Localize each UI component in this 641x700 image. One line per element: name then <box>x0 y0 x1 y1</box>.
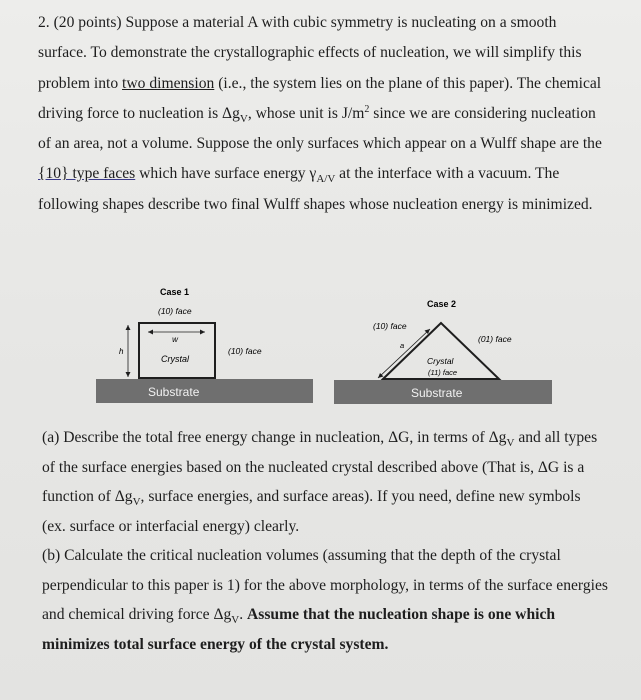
problem-number: 2. <box>38 14 50 31</box>
problem-text-2: (i.e., the system lies on the plane of this paper). The chemical driving force to nucleation is Δg <box>38 74 602 122</box>
problem-text-6: at the interface with a vacuum. The following shapes describe two final Wulff shapes whose nucleation energy is minimized. <box>38 165 593 213</box>
part-a <box>42 423 608 541</box>
case1-height-label: h <box>119 347 124 356</box>
part-b-label: (b) <box>42 547 61 564</box>
case2-diagram <box>334 299 552 404</box>
subscript-v: V <box>239 113 248 125</box>
part-a-label: (a) <box>42 429 60 446</box>
problem-text-4: since we are considering nucleation of an area, not a volume. Suppose the only surfaces which appear on a Wulff shape are the <box>38 104 602 153</box>
part-b <box>42 541 608 659</box>
part-b-text-1: Calculate the critical nucleation volumes (assuming that the depth of the crystal perpendicular to this paper is 1) for the above morphology, in terms of the surface energies and chemical driving force Δg <box>42 547 608 623</box>
case1-crystal-label: Crystal <box>161 354 190 364</box>
problem-text-5: which have surface energy γ <box>135 165 317 183</box>
part-b-text-2: . <box>239 606 248 623</box>
superscript-2: 2 <box>364 103 370 115</box>
questions <box>42 423 608 659</box>
problem-text-3: , whose unit is J/m <box>247 104 365 122</box>
case1-diagram <box>96 287 313 403</box>
problem-text-1: Suppose a material A with cubic symmetry is nucleating on a smooth surface. To demonstrate the crystallographic effects of nucleation, we will simplify this problem into <box>38 14 582 92</box>
case1-title: Case 1 <box>160 287 190 297</box>
case1-width-label: w <box>172 335 178 344</box>
case1-top-face-label: (10) face <box>158 306 192 316</box>
part-b-subscript-v: V <box>231 614 240 627</box>
underlined-face-type: {10} type faces <box>38 165 136 183</box>
case2-crystal-label: Crystal <box>427 356 454 366</box>
case1-substrate <box>96 379 313 403</box>
part-a-text-2: and all types of the surface energies based on the nucleated crystal described above (That is, ΔG is a function of Δg <box>42 429 598 505</box>
case2-title: Case 2 <box>427 299 457 309</box>
problem-points: (20 points) <box>53 14 122 31</box>
part-a-text-3: , surface energies, and surface areas). If you need, define new symbols (ex. surface or interfacial energy) clearly. <box>42 488 581 535</box>
case2-right-face-label: (01) face <box>478 334 512 344</box>
underlined-two-dimension: two dimension <box>122 74 215 92</box>
wulff-shapes-figure <box>0 278 641 418</box>
part-b-bold-text: Assume that the nucleation shape is one which minimizes total surface energy of the crystal system. <box>42 606 556 653</box>
case2-side-label: a <box>400 341 405 350</box>
case2-substrate-label: Substrate <box>411 386 463 400</box>
case2-left-face-label: (10) face <box>373 321 407 331</box>
part-a-text-1: Describe the total free energy change in nucleation, ΔG, in terms of Δg <box>63 429 507 446</box>
problem-statement <box>38 8 608 220</box>
case1-side-face-label: (10) face <box>228 346 262 356</box>
case2-bottom-face-label: (11) face <box>428 368 458 377</box>
part-a-subscript-v-2: V <box>132 496 141 509</box>
part-a-subscript-v: V <box>506 437 515 450</box>
case2-side-arrow <box>378 329 430 378</box>
case1-substrate-label: Substrate <box>148 385 200 399</box>
subscript-av: A/V <box>316 173 336 186</box>
